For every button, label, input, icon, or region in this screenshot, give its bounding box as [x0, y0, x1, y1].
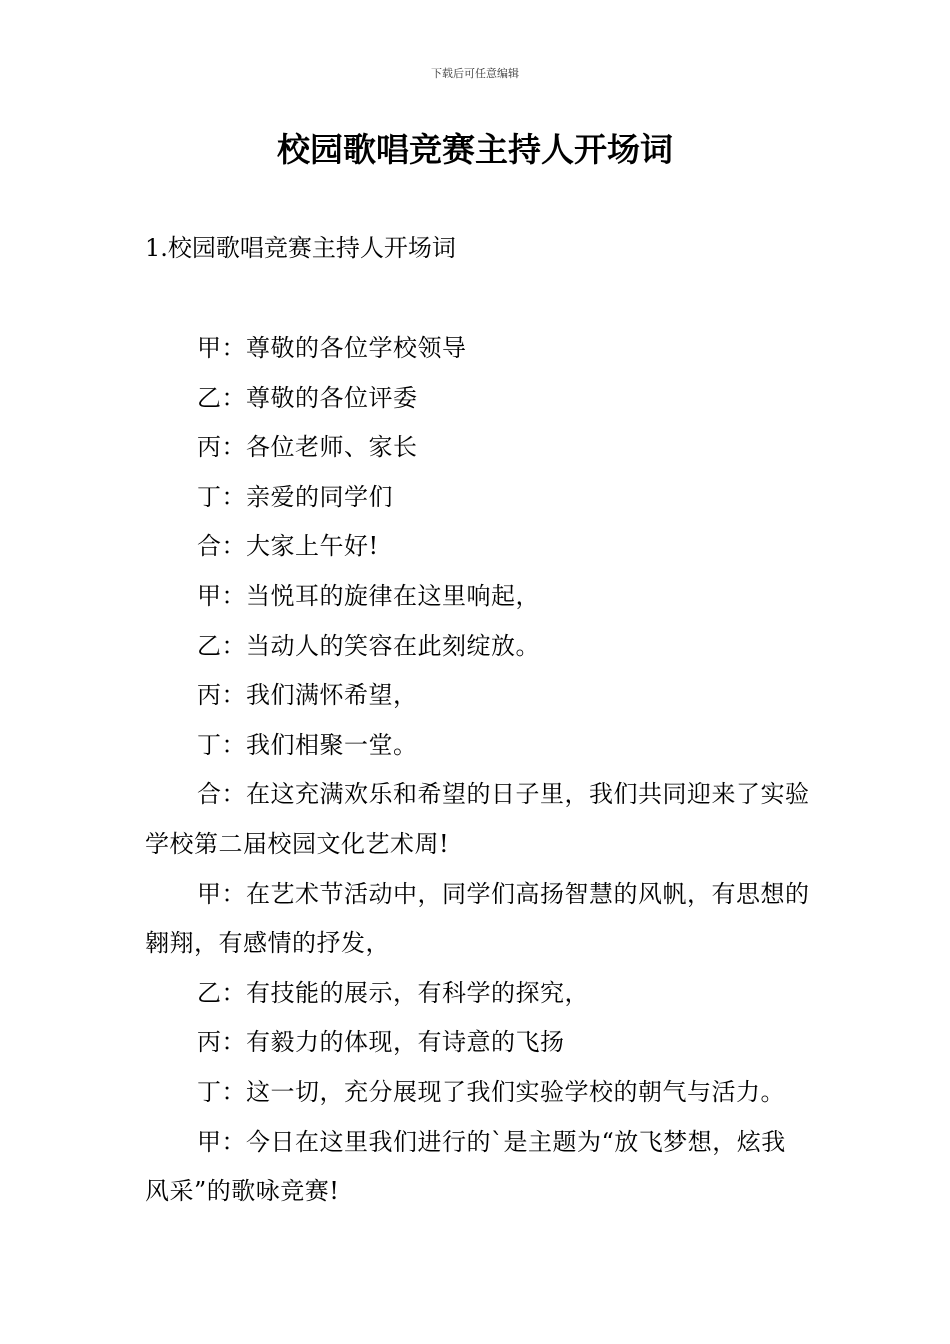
section-heading: 1.校园歌唱竞赛主持人开场词	[145, 234, 456, 262]
paragraph: 乙：尊敬的各位评委	[197, 383, 418, 412]
paragraph: 甲：当悦耳的旋律在这里响起，	[197, 581, 540, 610]
paragraph: 丁：亲爱的同学们	[197, 482, 393, 511]
header-note: 下载后可任意编辑	[431, 67, 519, 80]
paragraph: 丁：这一切，充分展现了我们实验学校的朝气与活力。	[197, 1077, 785, 1106]
paragraph: 合：大家上午好!	[197, 532, 379, 561]
paragraph: 丁：我们相聚一堂。	[197, 730, 418, 759]
paragraph: 乙：当动人的笑容在此刻绽放。	[197, 631, 540, 660]
paragraph: 合：在这充满欢乐和希望的日子里，我们共同迎来了实验学校第二届校园文化艺术周!	[145, 780, 810, 858]
paragraph: 丙：有毅力的体现，有诗意的飞扬	[197, 1028, 565, 1057]
body-text	[145, 324, 810, 1217]
document-title: 校园歌唱竞赛主持人开场词	[277, 130, 673, 169]
paragraph: 乙：有技能的展示，有科学的探究，	[197, 978, 589, 1007]
paragraph: 丙：各位老师、家长	[197, 433, 418, 462]
paragraph: 甲：今日在这里我们进行的`是主题为“放飞梦想，炫我风采”的歌咏竞赛!	[145, 1127, 786, 1206]
paragraph: 甲：尊敬的各位学校领导	[197, 334, 467, 362]
paragraph: 丙：我们满怀希望，	[197, 681, 418, 710]
paragraph: 甲：在艺术节活动中，同学们高扬智慧的风帆，有思想的翱翔，有感情的抒发，	[145, 879, 810, 958]
